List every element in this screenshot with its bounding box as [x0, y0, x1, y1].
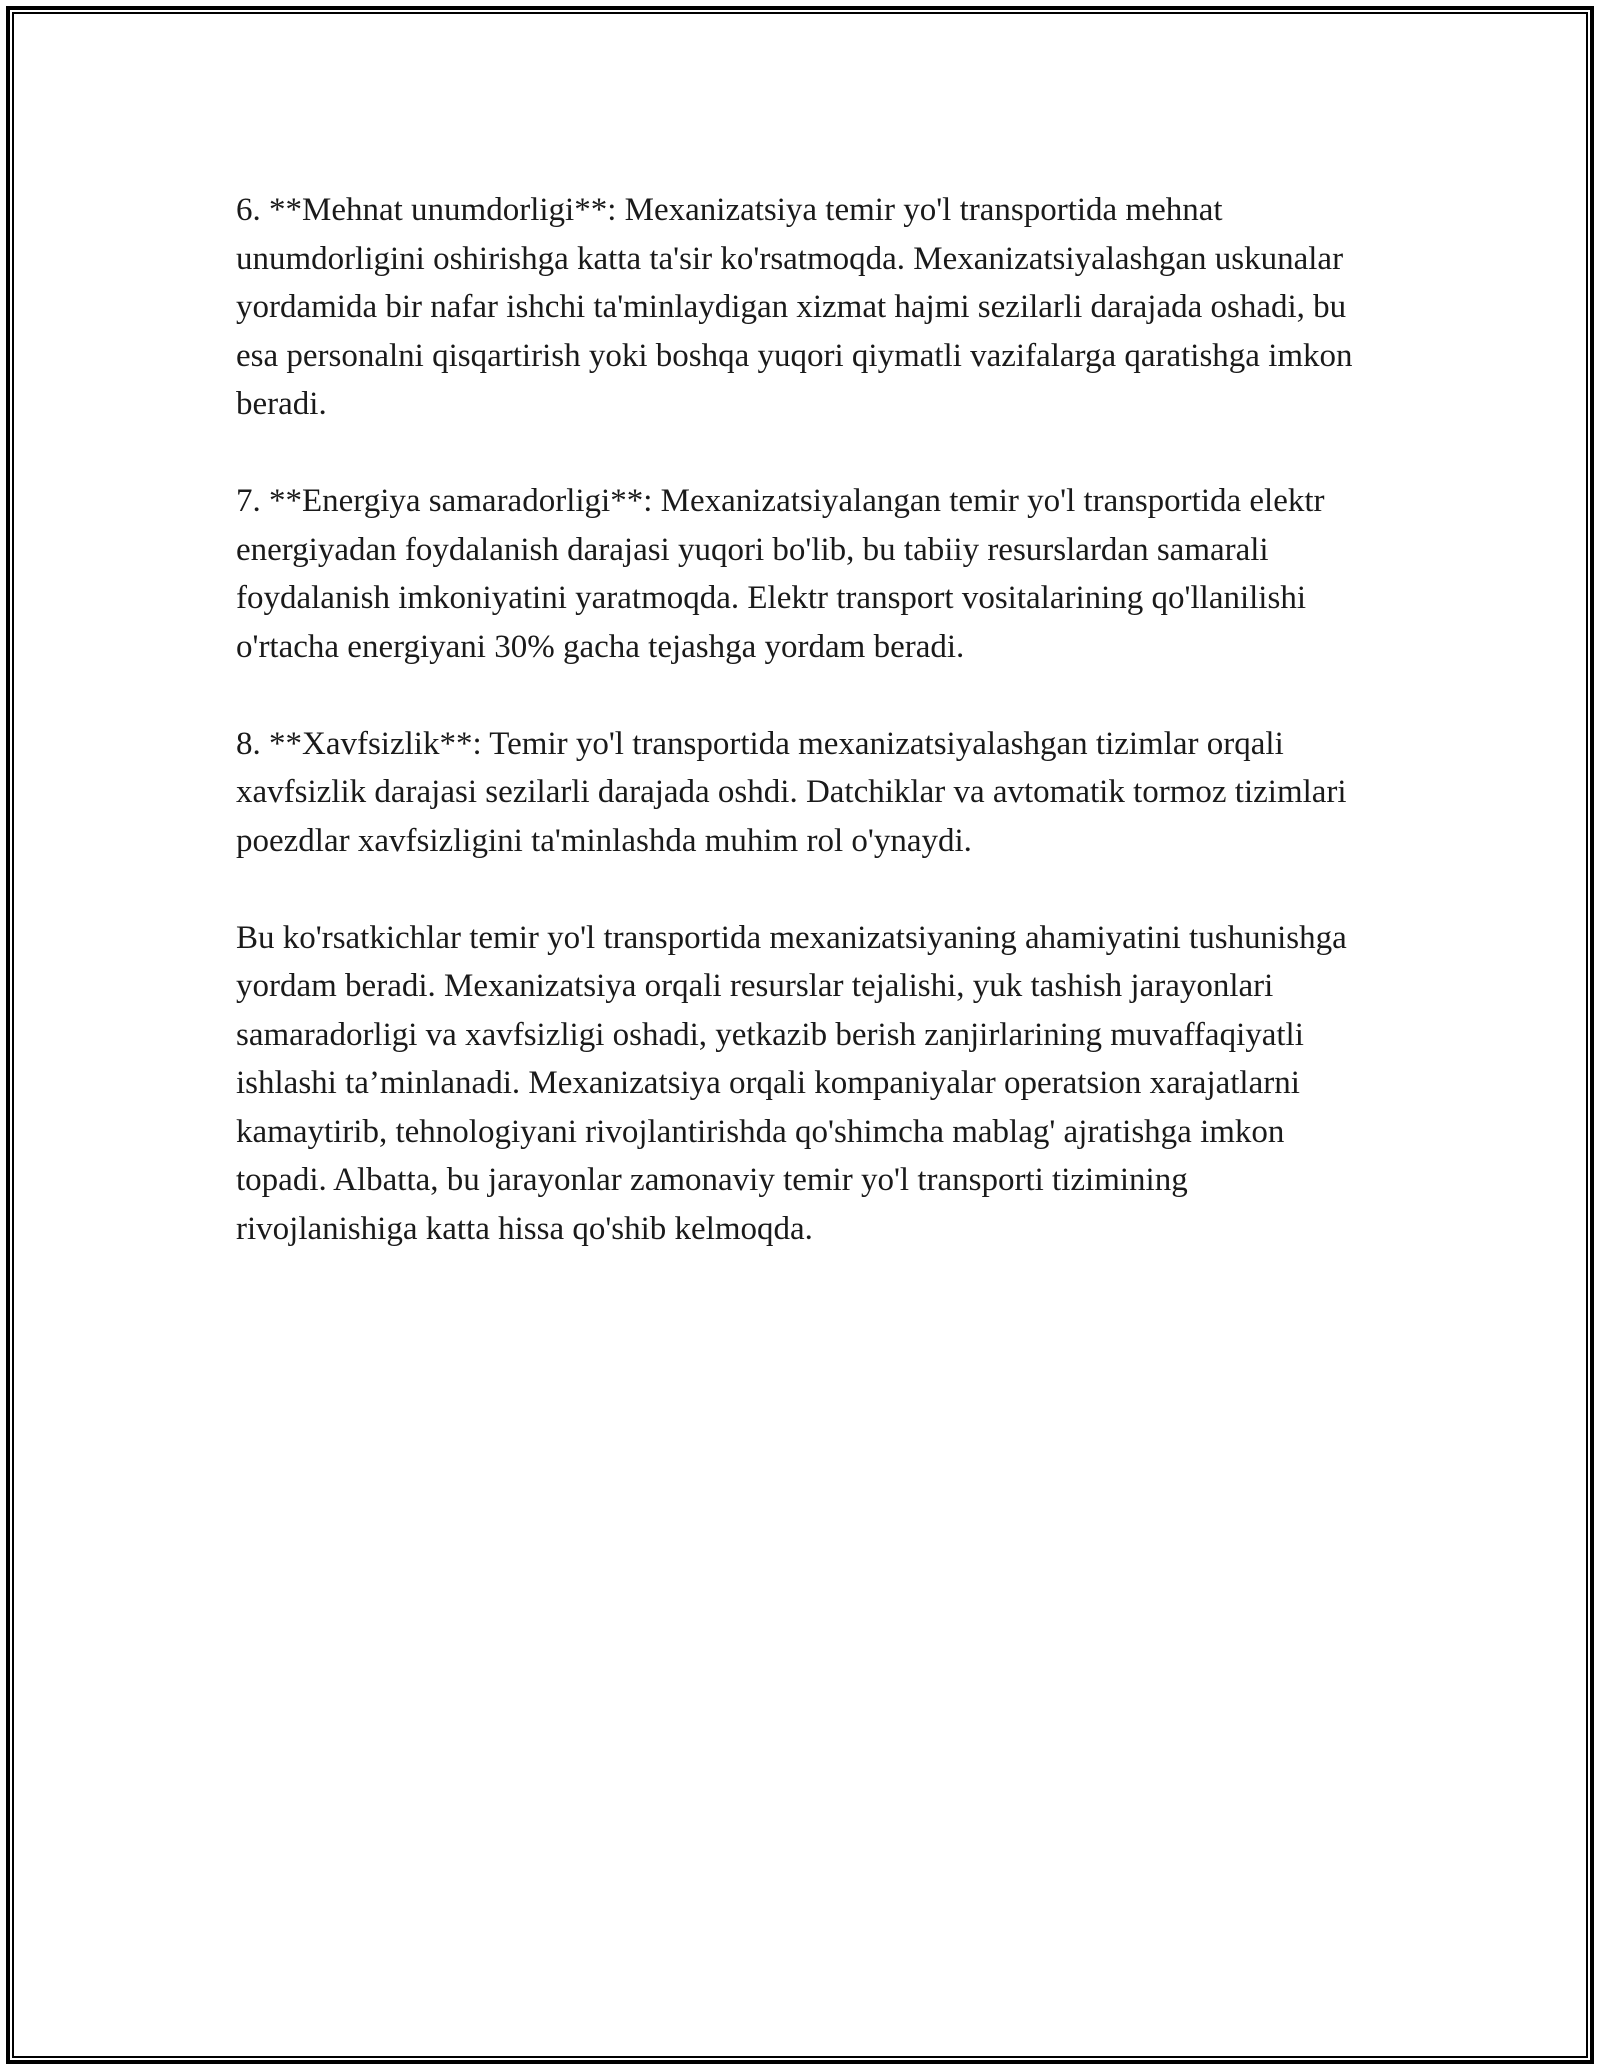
paragraph-energy-efficiency: 7. **Energiya samaradorligi**: Mexanizatsiyalangan temir yo'l transportida elektr energiyadan foydalanish darajasi yuqori bo'lib, bu tabiiy resurslardan samarali foydalanish imkoniyatini yaratmoqda. Elektr transport vositalarining qo'llanilishi o'rtacha energiyani 30% gacha tejashga yordam beradi. — [236, 483, 1325, 665]
document-body — [236, 186, 1366, 1302]
paragraph-safety: 8. **Xavfsizlik**: Temir yo'l transportida mexanizatsiyalashgan tizimlar orqali xavfsizlik darajasi sezilarli darajada oshdi. Datchiklar va avtomatik tormoz tizimlari poezdlar xavfsizligini ta'minlashda muhim rol o'ynaydi. — [236, 725, 1347, 859]
paragraph-conclusion: Bu ko'rsatkichlar temir yo'l transportida mexanizatsiyaning ahamiyatini tushunishga yordam beradi. Mexanizatsiya orqali resurslar tejalishi, yuk tashish jarayonlari samaradorligi va xavfsizligi oshadi, yetkazib berish zanjirlarining muvaffaqiyatli ishlashi ta’minlanadi. Mexanizatsiya orqali kompaniyalar operatsion xarajatlarni kamaytirib, tehnologiyani rivojlantirishda qo'shimcha mablag' ajratishga imkon topadi. Albatta, bu jarayonlar zamonaviy temir yo'l transporti tizimining rivojlanishiga katta hissa qo'shib kelmoqda. — [236, 919, 1347, 1247]
paragraph-labor-productivity: 6. **Mehnat unumdorligi**: Mexanizatsiya temir yo'l transportida mehnat unumdorligini oshirishga katta ta'sir ko'rsatmoqda. Mexanizatsiyalashgan uskunalar yordamida bir nafar ishchi ta'minlaydigan xizmat hajmi sezilarli darajada oshadi, bu esa personalni qisqartirish yoki boshqa yuqori qiymatli vazifalarga qaratishga imkon beradi. — [236, 192, 1353, 422]
